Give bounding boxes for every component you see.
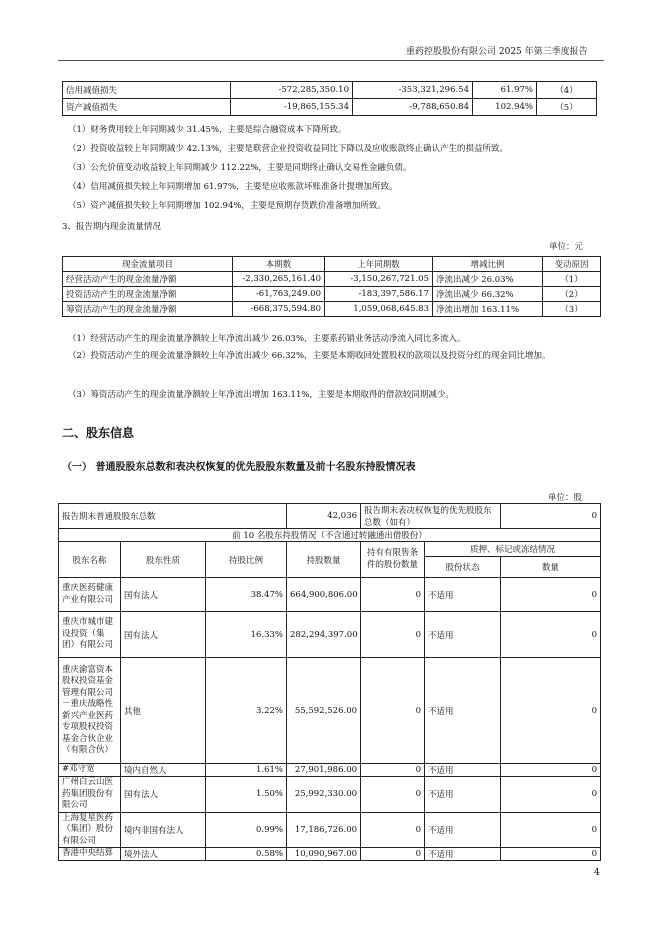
impairment-row xyxy=(63,99,597,116)
report-header-title: 重药控股股份有限公司 2025 年第三季度报告 xyxy=(406,47,588,57)
cashflow-header-reason: 变动原因 xyxy=(543,257,601,272)
impairment-prior: -353,321,296.54 xyxy=(353,82,473,99)
th-holding-shares: 持股数量 xyxy=(287,542,361,578)
impairment-item: 资产减值损失 xyxy=(63,99,231,116)
impairment-reason: （5） xyxy=(537,99,597,116)
shareholder-name: 香港中央结算 xyxy=(59,848,121,861)
shareholder-pledge-quantity: 0 xyxy=(501,578,601,612)
cashflow-item: 投资活动产生的现金流量净额 xyxy=(63,287,233,302)
shareholder-name: #邓守宽 xyxy=(59,764,121,777)
shareholder-pledge-quantity: 0 xyxy=(501,764,601,777)
shareholder-pledge-quantity: 0 xyxy=(501,658,601,764)
profit-note-3: （3）公允价值变动收益较上年同期减少 112.22%，主要是同期终止确认交易性金融负债。 xyxy=(68,163,412,173)
cashflow-item: 经营活动产生的现金流量净额 xyxy=(63,272,233,287)
cashflow-current: -61,763,249.00 xyxy=(233,287,325,302)
shareholder-restricted: 0 xyxy=(361,777,425,813)
shareholder-nature: 境内非国有法人 xyxy=(121,812,206,848)
section-shareholder-title: 二、股东信息 xyxy=(62,426,135,440)
impairment-current: -19,865,155.34 xyxy=(231,99,353,116)
shareholder-row xyxy=(59,612,601,658)
th-restricted-shares: 持有有限售条件的股份数量 xyxy=(361,542,425,578)
shareholder-nature: 国有法人 xyxy=(121,578,206,612)
shareholder-ratio: 1.61% xyxy=(206,764,287,777)
shareholder-ratio: 16.33% xyxy=(206,612,287,658)
page-number: 4 xyxy=(594,868,600,878)
shareholder-row xyxy=(59,812,601,848)
shareholder-ratio: 3.22% xyxy=(206,658,287,764)
shareholder-shares: 282,294,397.00 xyxy=(287,612,361,658)
cashflow-reason: （2） xyxy=(543,287,601,302)
shareholder-pledge-status: 不适用 xyxy=(425,812,501,848)
shareholder-pledge-status: 不适用 xyxy=(425,612,501,658)
shareholder-table xyxy=(58,503,601,861)
preferred-holders-label: 报告期末表决权恢复的优先股股东总数（如有） xyxy=(361,504,501,529)
shareholder-row xyxy=(59,777,601,813)
cashflow-header-item: 现金流量项目 xyxy=(63,257,233,272)
shareholder-nature: 境内自然人 xyxy=(121,764,206,777)
shareholder-name: 重庆市城市建设投资（集团）有限公司 xyxy=(59,612,121,658)
shareholder-row xyxy=(59,658,601,764)
shareholder-ratio: 0.99% xyxy=(206,812,287,848)
cashflow-note-2: （2）投资活动产生的现金流量净额较上年净流出减少 66.32%，主要是本期收回处置股权的款项以及投资分红的现金同比增加。 xyxy=(68,351,551,361)
impairment-ratio: 61.97% xyxy=(473,82,537,99)
cashflow-note-1: （1）经营活动产生的现金流量净额较上年净流出减少 26.03%，主要系药销业务活动净流入同比多流入。 xyxy=(68,334,466,344)
cashflow-row xyxy=(63,287,601,302)
profit-note-5: （5）资产减值损失较上年同期增加 102.94%，主要是预期存货跌价准备增加所致。 xyxy=(68,201,386,211)
cashflow-change: 净流出减少 26.03% xyxy=(433,272,543,287)
shareholder-row xyxy=(59,848,601,861)
shares-unit: 单位：股 xyxy=(548,493,583,503)
impairment-prior: -9,788,650.84 xyxy=(353,99,473,116)
cashflow-item: 筹资活动产生的现金流量净额 xyxy=(63,302,233,317)
shareholder-restricted: 0 xyxy=(361,812,425,848)
cashflow-row xyxy=(63,302,601,317)
shareholder-pledge-status: 不适用 xyxy=(425,578,501,612)
th-pledge-quantity: 数量 xyxy=(501,557,601,578)
shareholder-row xyxy=(59,578,601,612)
header-divider xyxy=(58,60,604,61)
shareholder-shares: 664,900,806.00 xyxy=(287,578,361,612)
cashflow-header-change: 增减比例 xyxy=(433,257,543,272)
shareholder-pledge-status: 不适用 xyxy=(425,848,501,861)
cashflow-current: -668,375,594.80 xyxy=(233,302,325,317)
cashflow-prior: 1,059,068,645.83 xyxy=(325,302,433,317)
shareholder-restricted: 0 xyxy=(361,612,425,658)
cashflow-header-prior: 上年同期数 xyxy=(325,257,433,272)
cashflow-reason: （3） xyxy=(543,302,601,317)
shareholder-pledge-quantity: 0 xyxy=(501,812,601,848)
subsection-shareholder-title: （一） 普通股股东总数和表决权恢复的优先股股东数量及前十名股东持股情况表 xyxy=(62,462,416,473)
shareholder-nature: 国有法人 xyxy=(121,777,206,813)
cashflow-reason: （1） xyxy=(543,272,601,287)
cashflow-row xyxy=(63,272,601,287)
impairment-ratio: 102.94% xyxy=(473,99,537,116)
shareholder-nature: 其他 xyxy=(121,658,206,764)
th-shareholder-nature: 股东性质 xyxy=(121,542,206,578)
shareholder-pledge-quantity: 0 xyxy=(501,777,601,813)
shareholder-pledge-status: 不适用 xyxy=(425,777,501,813)
th-shareholder-name: 股东名称 xyxy=(59,542,121,578)
shareholder-nature: 国有法人 xyxy=(121,612,206,658)
th-holding-ratio: 持股比例 xyxy=(206,542,287,578)
impairment-table xyxy=(62,81,597,116)
cashflow-prior: -183,397,586.17 xyxy=(325,287,433,302)
shareholder-pledge-quantity: 0 xyxy=(501,612,601,658)
th-pledge-group: 质押、标记或冻结情况 xyxy=(425,542,601,557)
shareholder-restricted: 0 xyxy=(361,578,425,612)
cashflow-change: 净流出增加 163.11% xyxy=(433,302,543,317)
shareholder-ratio: 0.58% xyxy=(206,848,287,861)
cashflow-current: -2,330,265,161.40 xyxy=(233,272,325,287)
shareholder-shares: 17,186,726.00 xyxy=(287,812,361,848)
impairment-item: 信用减值损失 xyxy=(63,82,231,99)
common-holders-label: 报告期末普通股股东总数 xyxy=(59,504,287,529)
cashflow-unit: 单位：元 xyxy=(549,242,584,252)
shareholder-row xyxy=(59,764,601,777)
shareholder-nature: 境外法人 xyxy=(121,848,206,861)
cashflow-note-3: （3）筹资活动产生的现金流量净额较上年净流出增加 163.11%，主要是本期取得的借款较同期减少。 xyxy=(68,390,454,400)
shareholder-shares: 25,992,330.00 xyxy=(287,777,361,813)
common-holders-value: 42,036 xyxy=(287,504,361,529)
shareholder-ratio: 38.47% xyxy=(206,578,287,612)
preferred-holders-value: 0 xyxy=(501,504,601,529)
shareholder-pledge-status: 不适用 xyxy=(425,658,501,764)
shareholder-restricted: 0 xyxy=(361,658,425,764)
profit-note-4: （4）信用减值损失较上年同期增加 61.97%，主要是应收账款坏账准备计提增加所致。 xyxy=(68,182,398,192)
impairment-row xyxy=(63,82,597,99)
profit-note-2: （2）投资收益较上年同期减少 42.13%，主要是联营企业投资收益同比下降以及应收账款终止确认产生的损益所致。 xyxy=(68,144,509,154)
shareholder-pledge-quantity: 0 xyxy=(501,848,601,861)
impairment-current: -572,285,350.10 xyxy=(231,82,353,99)
shareholder-name: 重庆医药健康产业有限公司 xyxy=(59,578,121,612)
shareholder-shares: 10,090,967.00 xyxy=(287,848,361,861)
shareholder-name: 广州白云山医药集团股份有限公司 xyxy=(59,777,121,813)
top10-caption: 前 10 名股东持股情况（不含通过转融通出借股份） xyxy=(59,529,601,542)
shareholder-shares: 27,901,986.00 xyxy=(287,764,361,777)
profit-note-1: （1）财务费用较上年同期减少 31.45%，主要是综合融资成本下降所致。 xyxy=(68,125,347,135)
shareholder-shares: 55,592,526.00 xyxy=(287,658,361,764)
shareholder-pledge-status: 不适用 xyxy=(425,764,501,777)
cashflow-prior: -3,150,267,721.05 xyxy=(325,272,433,287)
shareholder-ratio: 1.50% xyxy=(206,777,287,813)
cashflow-table xyxy=(62,256,601,317)
cashflow-change: 净流出减少 66.32% xyxy=(433,287,543,302)
cashflow-header-current: 本期数 xyxy=(233,257,325,272)
th-pledge-status: 股份状态 xyxy=(425,557,501,578)
shareholder-name: 上海复星医药（集团）股份有限公司 xyxy=(59,812,121,848)
shareholder-name: 重庆渝富资本股权投资基金管理有限公司－重庆战略性新兴产业医药专项股权投资基金合伙企业（有限合伙） xyxy=(59,658,121,764)
cashflow-section-title: 3、报告期内现金流量情况 xyxy=(62,222,161,232)
impairment-reason: （4） xyxy=(537,82,597,99)
shareholder-restricted: 0 xyxy=(361,764,425,777)
shareholder-restricted: 0 xyxy=(361,848,425,861)
